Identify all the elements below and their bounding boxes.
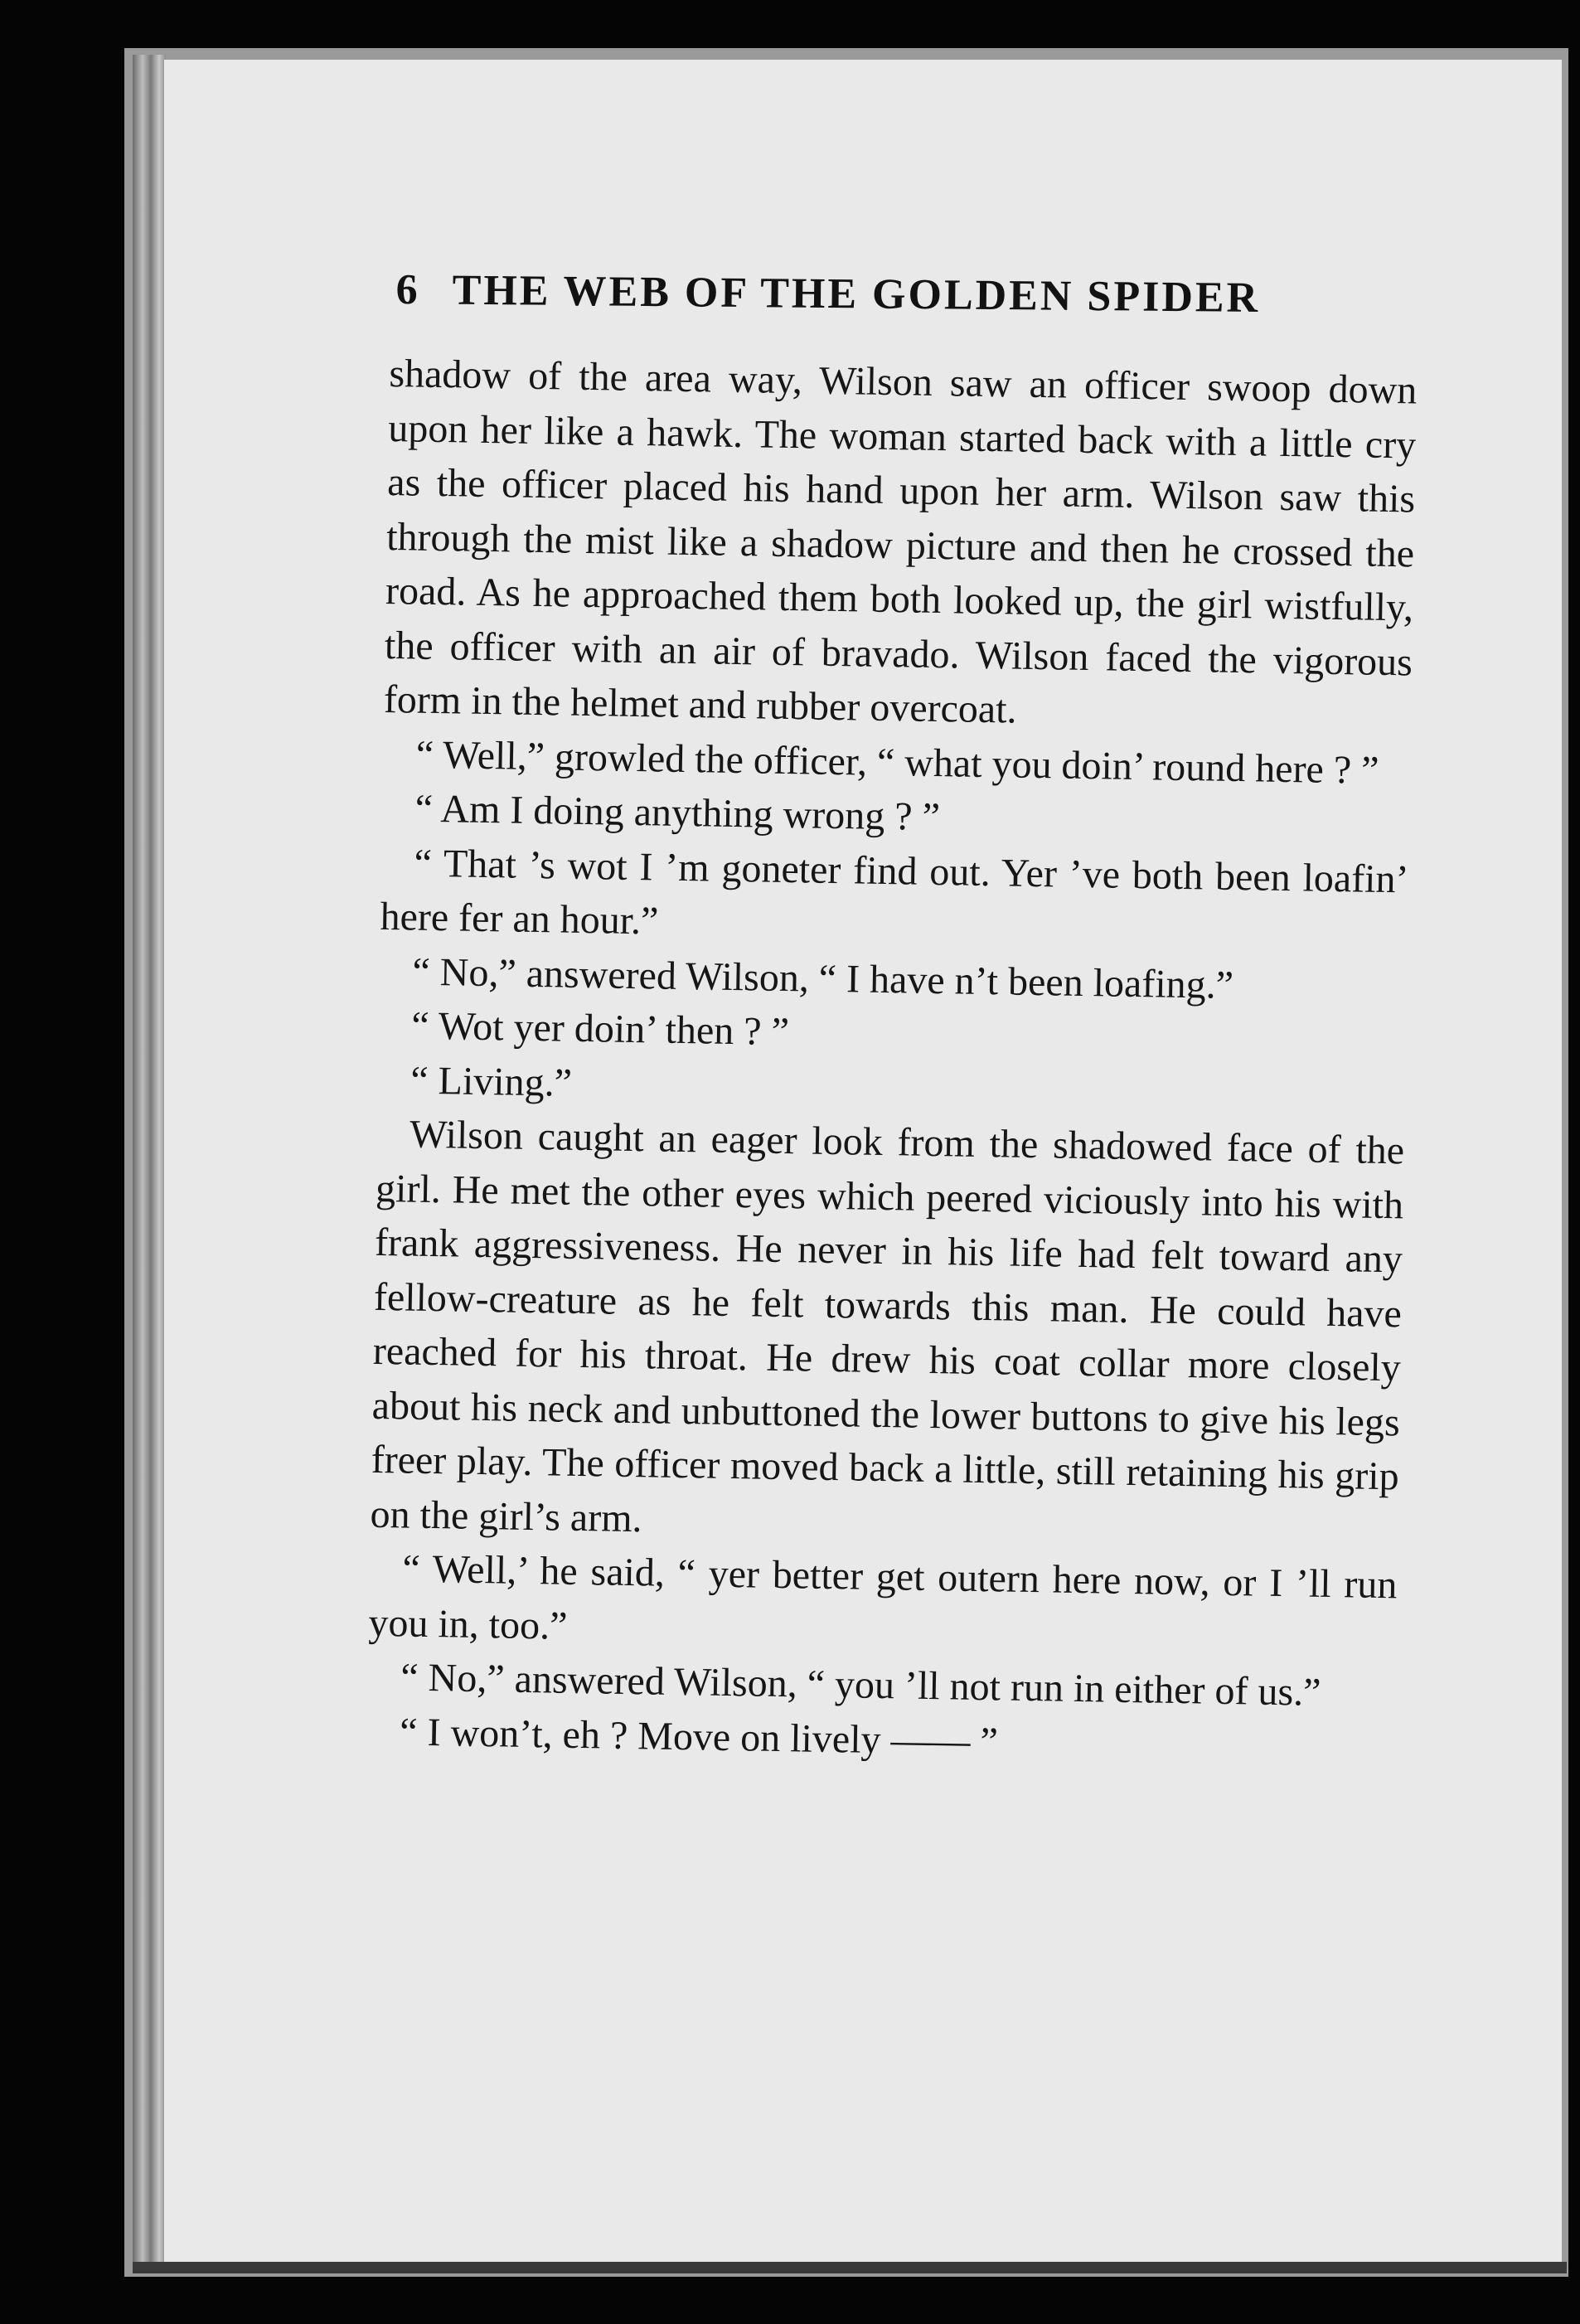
paragraph: “ Well,” growled the officer, “ what you doin’ round here ? ” [415, 732, 1379, 793]
paragraph: Wilson caught an eager look from the shadowed face of the girl. He met the other eyes which peered viciously into his with frank aggressiveness. He never in his life had felt toward any fellow-creature as he felt towards this man. He could have reached for his throat. He drew his coat collar more closely about his neck and unbuttoned the lower buttons to give his legs freer play. The officer moved back a little, still retaining his grip on the girl’s arm. [370, 1112, 1405, 1540]
page-number: 6 [395, 265, 418, 314]
page-bottom-edge [133, 2262, 1567, 2273]
paragraph: “ Am I doing anything wrong ? ” [414, 786, 941, 840]
paragraph: shadow of the area way, Wilson saw an officer swoop down upon her like a hawk. The woman started back with a little cry as the officer placed his hand upon her arm. Wilson saw this through the mist like a shadow picture and then he crossed the road. As he approached them both looked up, the girl wistfully, the officer with an air of bravado. Wilson faced the vigorous form in the helmet and rubber overcoat. [383, 351, 1418, 732]
paragraph: “ Wot yer doin’ then ? ” [410, 1003, 790, 1055]
book-binding-edge [133, 55, 166, 2270]
paragraph: “ No,” answered Wilson, “ you ’ll not run in either of us.” [400, 1655, 1321, 1715]
page-header [395, 265, 1366, 341]
paragraph: “ Well,’ he said, “ yer better get outern here now, or I ’ll run you in, too.” [368, 1546, 1398, 1648]
paragraph: “ I won’t, eh ? Move on lively —— ” [399, 1709, 999, 1764]
body-text [366, 347, 1418, 1775]
paragraph: “ That ’s wot I ’m goneter find out. Yer ’ve both been loafin’ here fer an hour.” [380, 841, 1409, 944]
paragraph: “ No,” answered Wilson, “ I have n’t been loafing.” [412, 949, 1234, 1007]
running-head: THE WEB OF THE GOLDEN SPIDER [452, 266, 1261, 323]
paragraph: “ Living.” [410, 1058, 573, 1105]
